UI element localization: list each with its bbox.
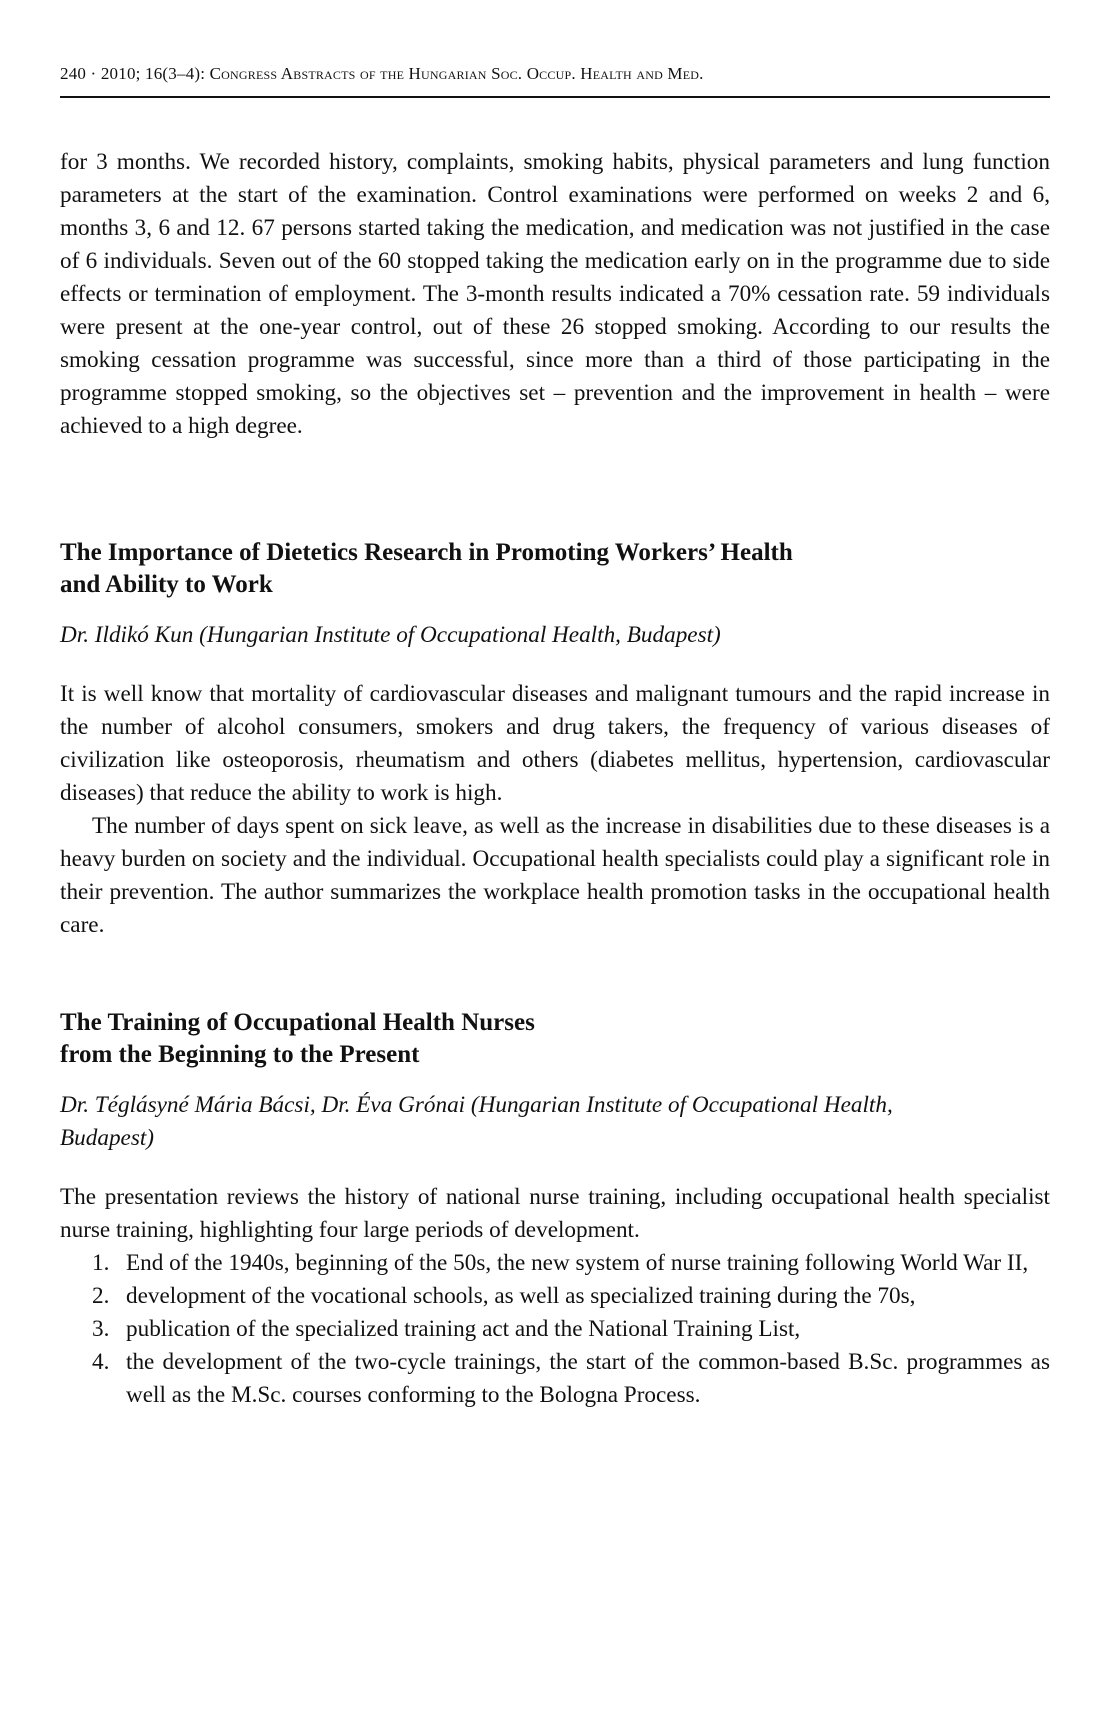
abstract-dietetics [60, 537, 1050, 942]
abstract-nurse-training [60, 1007, 1050, 1412]
list-item [60, 1346, 1050, 1412]
abstract-paragraph: It is well know that mortality of cardiovascular diseases and malignant tumours and the rapid increase in the number of alcohol consumers, smokers and drug takers, the frequency of various diseases of civilization like osteoporosis, rheumatism and others (diabetes mellitus, hypertension, cardiovascular diseases) that reduce the ability to work is high. [60, 681, 1050, 806]
list-item-number: 3. [92, 1316, 110, 1342]
abstract-title-line-2: and Ability to Work [60, 571, 273, 598]
abstract-title [60, 537, 1050, 601]
development-periods-list [60, 1247, 1050, 1412]
list-item-number: 1. [92, 1250, 110, 1276]
list-item-text: the development of the two-cycle trainings, the start of the common-based B.Sc. programmes as well as the M.Sc. courses conforming to the Bologna Process. [126, 1349, 1050, 1408]
continued-abstract [60, 146, 1050, 443]
list-item-number: 4. [92, 1349, 110, 1375]
running-head-citation: 240 · 2010; 16(3–4): [60, 64, 210, 83]
abstract-authors: Dr. Téglásyné Mária Bácsi, Dr. Éva Grónai (Hungarian Institute of Occupational Health, Budapest) [60, 1092, 893, 1151]
abstract-title-line-2: from the Beginning to the Present [60, 1041, 420, 1068]
abstract-title [60, 1007, 1050, 1071]
abstract-paragraph: The presentation reviews the history of national nurse training, including occupational health specialist nurse training, highlighting four large periods of development. [60, 1184, 1050, 1243]
list-item [60, 1247, 1050, 1280]
header-rule [60, 96, 1050, 98]
abstract-paragraph: The number of days spent on sick leave, as well as the increase in disabilities due to these diseases is a heavy burden on society and the individual. Occupational health specialists could play a significant role in their prevention. The author summarizes the workplace health promotion tasks in the occupational health care. [60, 813, 1050, 938]
list-item [60, 1313, 1050, 1346]
list-item-text: publication of the specialized training act and the National Training List, [126, 1316, 801, 1342]
abstract-title-line-1: The Importance of Dietetics Research in Promoting Workers’ Health [60, 539, 793, 566]
abstract-authors: Dr. Ildikó Kun (Hungarian Institute of Occupational Health, Budapest) [60, 622, 721, 648]
list-item [60, 1280, 1050, 1313]
list-item-text: End of the 1940s, beginning of the 50s, the new system of nurse training following World War II, [126, 1250, 1029, 1276]
list-item-text: development of the vocational schools, as well as specialized training during the 70s, [126, 1283, 916, 1309]
list-item-number: 2. [92, 1283, 110, 1309]
intro-paragraph: for 3 months. We recorded history, complaints, smoking habits, physical parameters and lung function parameters at the start of the examination. Control examinations were performed on weeks 2 and 6, months 3, 6 and 12. 67 persons started taking the medication, and medication was not justified in the case of 6 individuals. Seven out of the 60 stopped taking the medication early on in the programme due to side effects or termination of employment. The 3-month results indicated a 70% cessation rate. 59 individuals were present at the one-year control, out of these 26 stopped smoking. According to our results the smoking cessation programme was successful, since more than a third of those participating in the programme stopped smoking, so the objectives set – prevention and the improvement in health – were achieved to a high degree. [60, 149, 1050, 439]
abstract-title-line-1: The Training of Occupational Health Nurses [60, 1009, 535, 1036]
running-head [60, 64, 1050, 84]
running-head-title: Congress Abstracts of the Hungarian Soc. Occup. Health and Med. [209, 64, 704, 83]
